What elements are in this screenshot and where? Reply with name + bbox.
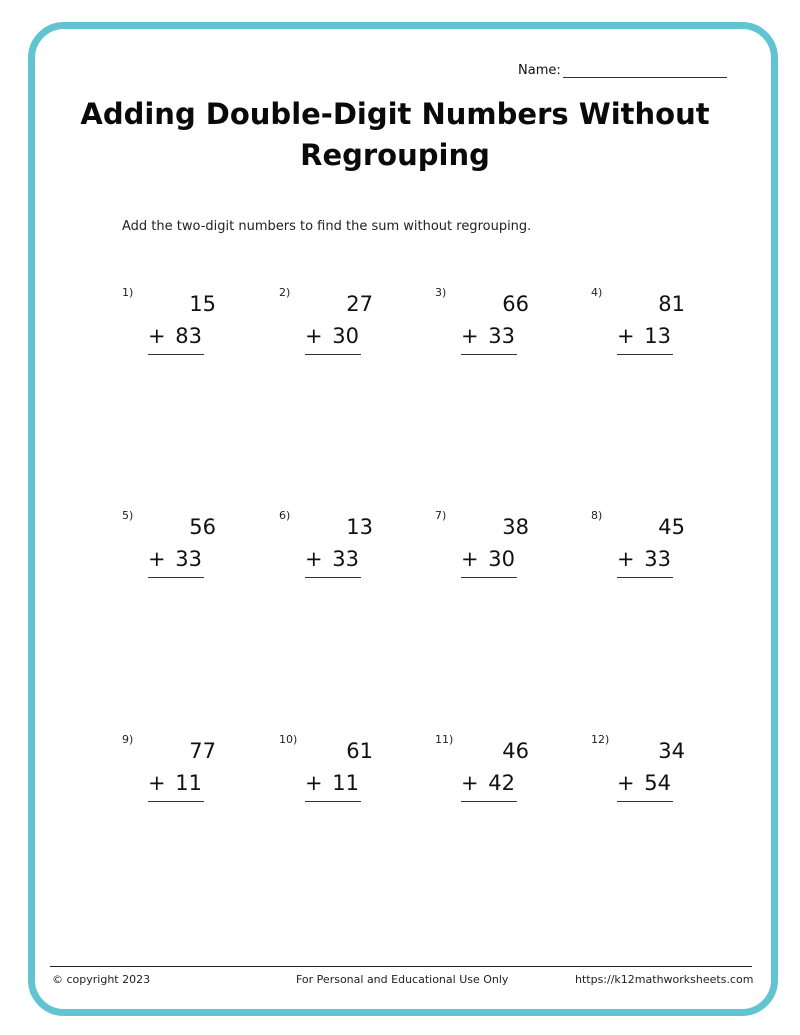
problem-bottom-row — [617, 547, 673, 578]
problem-bottom-row — [617, 771, 673, 802]
problem-number: 11) — [435, 733, 454, 746]
name-blank[interactable] — [563, 63, 727, 78]
problem-top-number: 34 — [658, 739, 685, 763]
problem — [435, 733, 585, 823]
problem-number: 10) — [279, 733, 298, 746]
plus-sign: + — [305, 547, 323, 571]
problem-top-number: 66 — [502, 292, 529, 316]
problem-bottom-row — [617, 324, 673, 355]
problem — [435, 509, 585, 599]
plus-sign: + — [461, 324, 479, 348]
problem-bottom-row — [461, 771, 517, 802]
problem-number: 9) — [122, 733, 134, 746]
problem-bottom-number: 33 — [175, 547, 202, 571]
problem — [279, 286, 429, 376]
problem-bottom-number: 33 — [644, 547, 671, 571]
problem-bottom-row — [148, 324, 204, 355]
problem-bottom-number: 54 — [644, 771, 671, 795]
name-field[interactable] — [518, 63, 727, 78]
problem-top-number: 81 — [658, 292, 685, 316]
problem — [591, 286, 741, 376]
problem-number: 7) — [435, 509, 447, 522]
plus-sign: + — [617, 547, 635, 571]
plus-sign: + — [305, 771, 323, 795]
problem-top-number: 61 — [346, 739, 373, 763]
problem-bottom-number: 30 — [488, 547, 515, 571]
footer-copyright: © copyright 2023 — [52, 973, 151, 986]
problem-top-number: 56 — [189, 515, 216, 539]
problem-bottom-number: 13 — [644, 324, 671, 348]
problem-number: 1) — [122, 286, 134, 299]
problem — [591, 509, 741, 599]
problem-number: 6) — [279, 509, 291, 522]
problem-bottom-row — [148, 771, 204, 802]
worksheet-title: Adding Double-Digit Numbers Without Regrouping — [80, 97, 710, 172]
problem — [122, 733, 272, 823]
problem-bottom-number: 83 — [175, 324, 202, 348]
problem-bottom-number: 33 — [332, 547, 359, 571]
plus-sign: + — [305, 324, 323, 348]
problem — [279, 509, 429, 599]
problem-number: 8) — [591, 509, 603, 522]
problem-bottom-row — [305, 547, 361, 578]
problem-bottom-row — [148, 547, 204, 578]
problem-bottom-number: 11 — [175, 771, 202, 795]
problem — [591, 733, 741, 823]
problem-number: 2) — [279, 286, 291, 299]
problem-top-number: 38 — [502, 515, 529, 539]
problem-top-number: 46 — [502, 739, 529, 763]
problem-top-number: 15 — [189, 292, 216, 316]
problem-top-number: 77 — [189, 739, 216, 763]
problem-number: 12) — [591, 733, 610, 746]
plus-sign: + — [148, 771, 166, 795]
problem-bottom-number: 33 — [488, 324, 515, 348]
problem-bottom-row — [461, 547, 517, 578]
problem — [279, 733, 429, 823]
problem-bottom-row — [305, 771, 361, 802]
problem-top-number: 45 — [658, 515, 685, 539]
problem-top-number: 27 — [346, 292, 373, 316]
footer-divider — [50, 966, 752, 967]
problem-bottom-number: 30 — [332, 324, 359, 348]
problem — [435, 286, 585, 376]
plus-sign: + — [461, 547, 479, 571]
footer-usage: For Personal and Educational Use Only — [296, 973, 509, 986]
problem — [122, 509, 272, 599]
problem-top-number: 13 — [346, 515, 373, 539]
problem — [122, 286, 272, 376]
plus-sign: + — [148, 324, 166, 348]
problem-bottom-row — [461, 324, 517, 355]
footer-url[interactable]: https://k12mathworksheets.com — [575, 973, 754, 986]
problem-bottom-row — [305, 324, 361, 355]
name-label: Name: — [518, 63, 561, 78]
plus-sign: + — [461, 771, 479, 795]
problem-bottom-number: 42 — [488, 771, 515, 795]
problem-number: 5) — [122, 509, 134, 522]
instructions: Add the two-digit numbers to find the sum without regrouping. — [122, 219, 532, 234]
plus-sign: + — [617, 324, 635, 348]
plus-sign: + — [617, 771, 635, 795]
plus-sign: + — [148, 547, 166, 571]
problem-bottom-number: 11 — [332, 771, 359, 795]
problem-number: 4) — [591, 286, 603, 299]
problem-number: 3) — [435, 286, 447, 299]
